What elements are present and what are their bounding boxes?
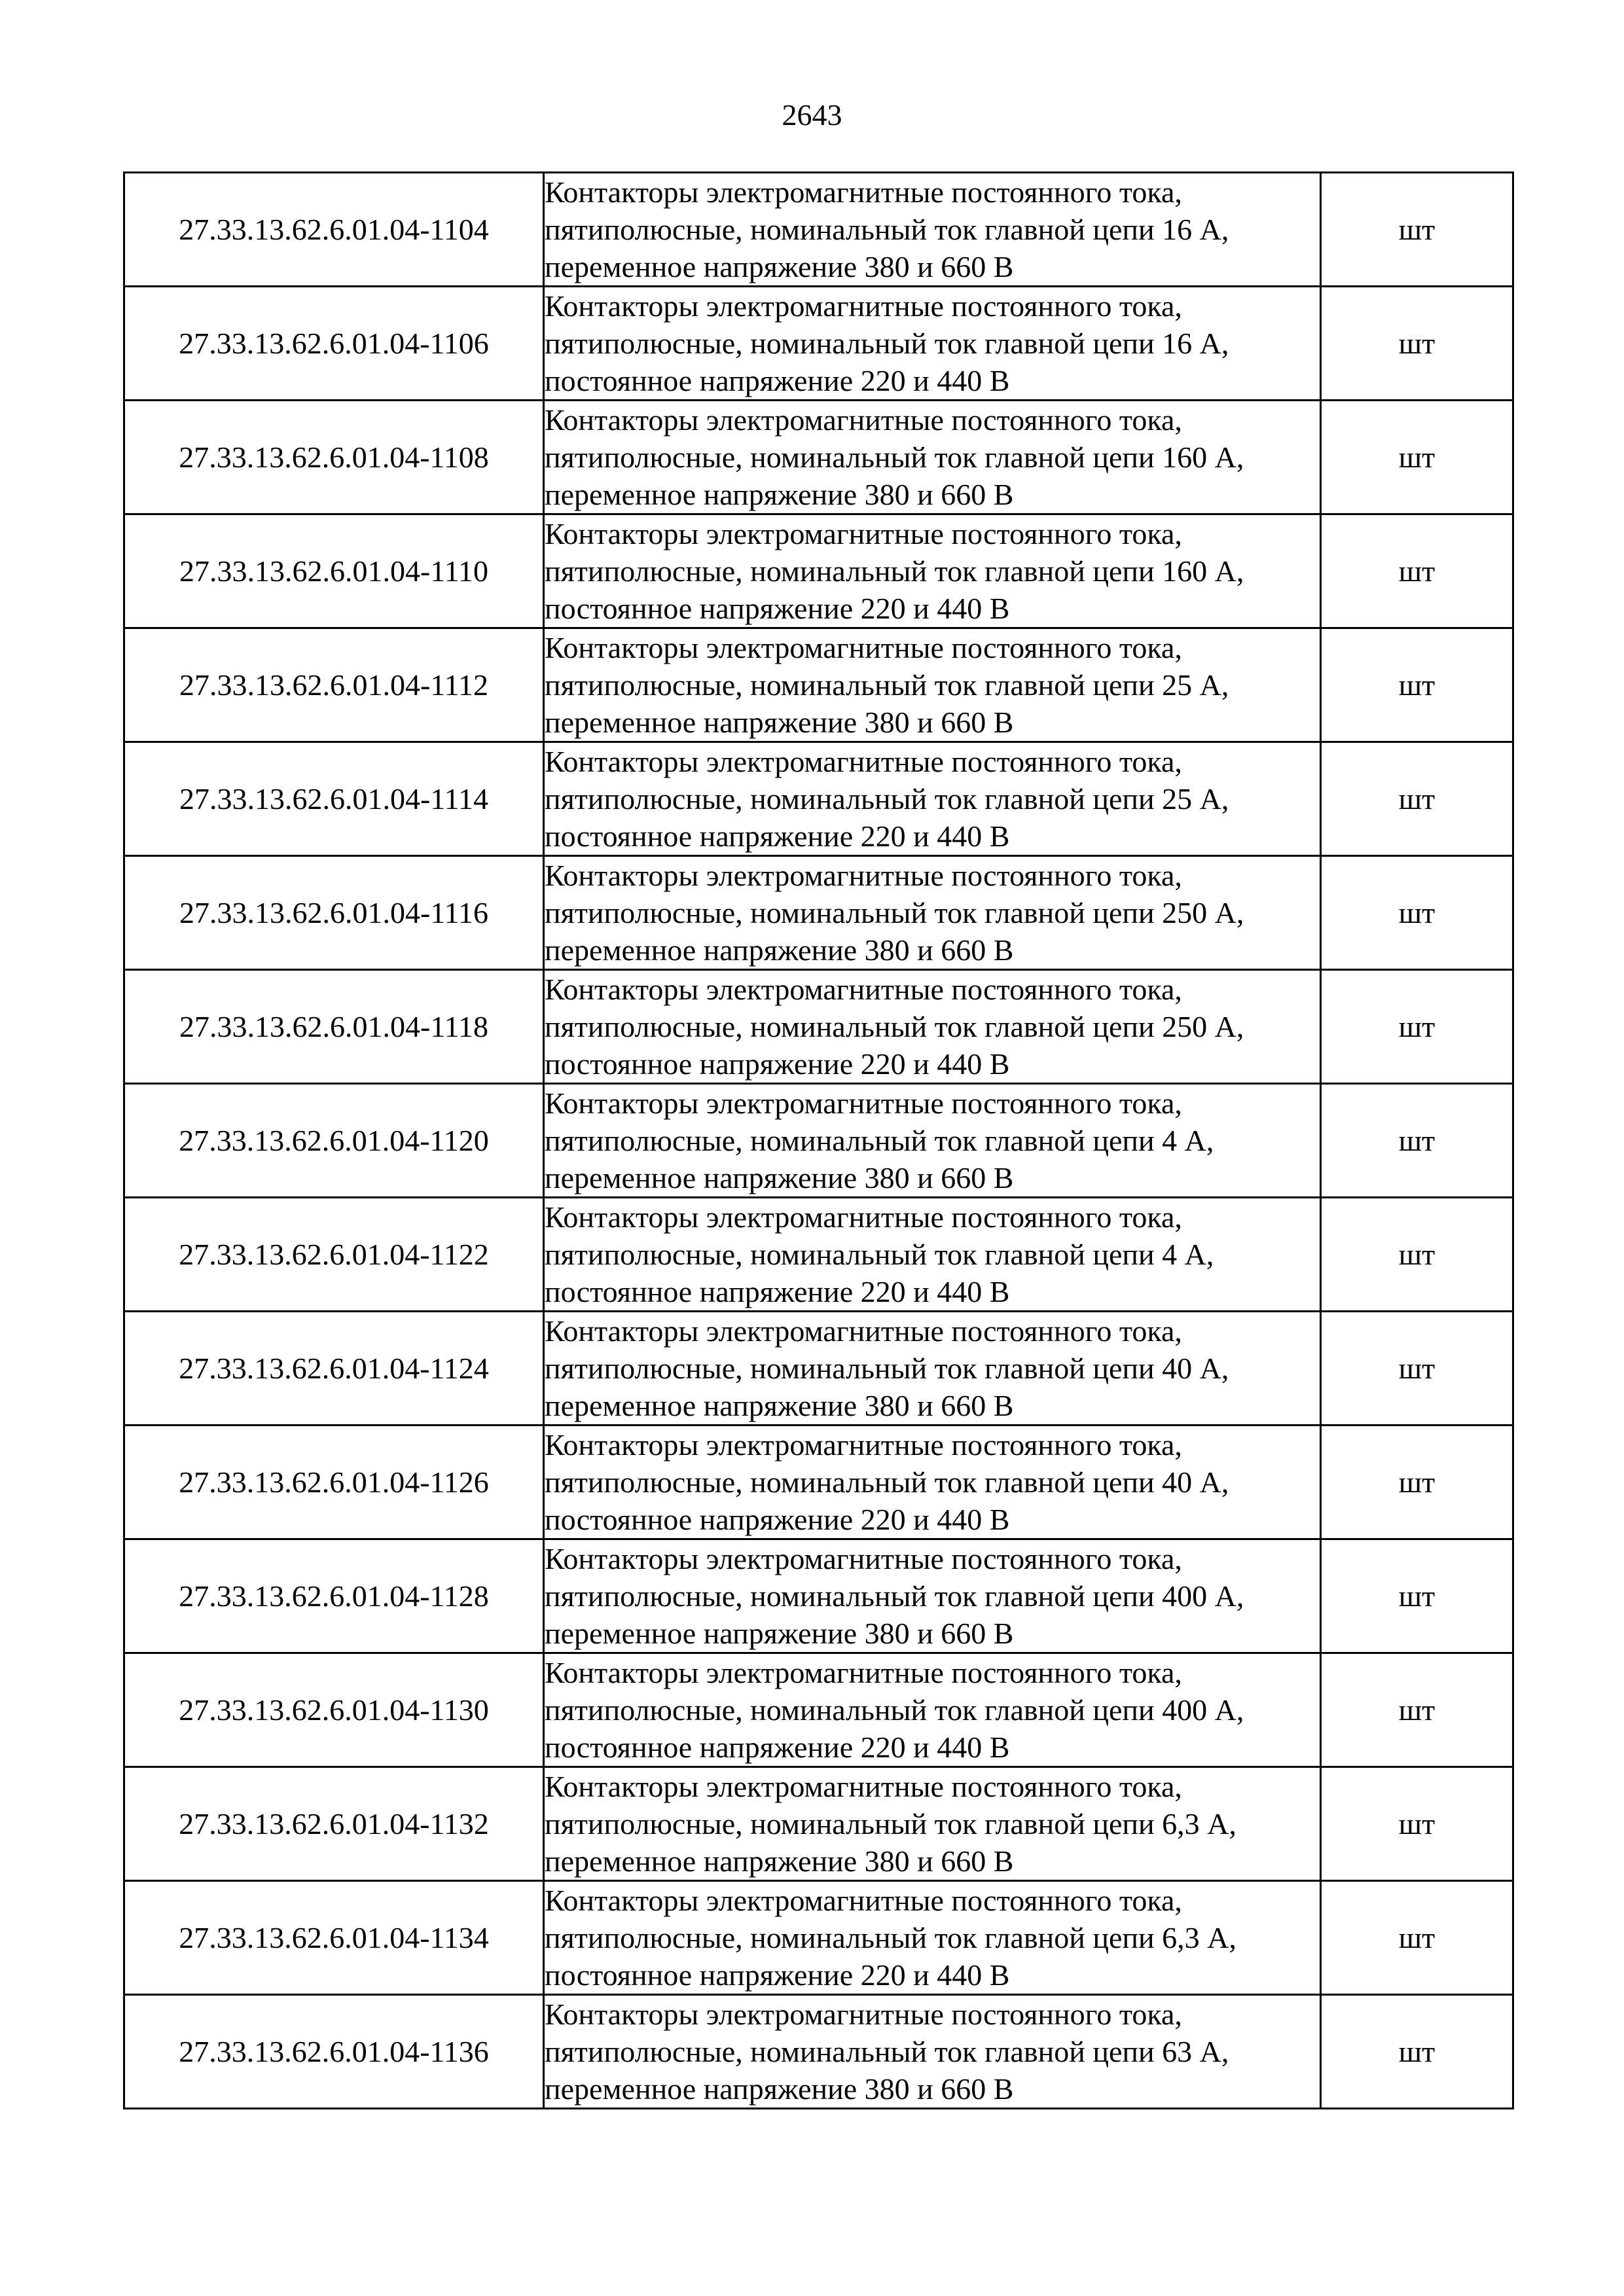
item-code: 27.33.13.62.6.01.04-1124 xyxy=(124,1312,544,1426)
item-description: Контакторы электромагнитные постоянного тока, пятиполюсные, номинальный ток главной цепи 16 А, переменное напряжение 380 и 660 В xyxy=(544,173,1321,287)
item-code: 27.33.13.62.6.01.04-1126 xyxy=(124,1426,544,1539)
item-unit: шт xyxy=(1321,1198,1513,1312)
item-unit: шт xyxy=(1321,1539,1513,1653)
item-description: Контакторы электромагнитные постоянного тока, пятиполюсные, номинальный ток главной цепи 250 А, переменное напряжение 380 и 660 В xyxy=(544,856,1321,970)
item-unit: шт xyxy=(1321,1084,1513,1198)
item-description: Контакторы электромагнитные постоянного тока, пятиполюсные, номинальный ток главной цепи 400 А, постоянное напряжение 220 и 440 В xyxy=(544,1653,1321,1767)
table-row xyxy=(124,1881,1513,1995)
item-code: 27.33.13.62.6.01.04-1108 xyxy=(124,401,544,514)
table-row xyxy=(124,742,1513,856)
item-code: 27.33.13.62.6.01.04-1128 xyxy=(124,1539,544,1653)
item-code: 27.33.13.62.6.01.04-1116 xyxy=(124,856,544,970)
table-row xyxy=(124,1198,1513,1312)
table-row xyxy=(124,287,1513,401)
table-row xyxy=(124,1426,1513,1539)
item-code: 27.33.13.62.6.01.04-1112 xyxy=(124,628,544,742)
item-unit: шт xyxy=(1321,856,1513,970)
table-row xyxy=(124,173,1513,287)
table-row xyxy=(124,401,1513,514)
item-code: 27.33.13.62.6.01.04-1134 xyxy=(124,1881,544,1995)
catalog-table xyxy=(123,171,1514,2109)
page-number: 2643 xyxy=(782,98,842,132)
table-row xyxy=(124,1767,1513,1881)
item-code: 27.33.13.62.6.01.04-1120 xyxy=(124,1084,544,1198)
item-description: Контакторы электромагнитные постоянного тока, пятиполюсные, номинальный ток главной цепи 4 А, постоянное напряжение 220 и 440 В xyxy=(544,1198,1321,1312)
item-description: Контакторы электромагнитные постоянного тока, пятиполюсные, номинальный ток главной цепи 6,3 А, постоянное напряжение 220 и 440 В xyxy=(544,1881,1321,1995)
table-row xyxy=(124,1995,1513,2109)
item-description: Контакторы электромагнитные постоянного тока, пятиполюсные, номинальный ток главной цепи 25 А, переменное напряжение 380 и 660 В xyxy=(544,628,1321,742)
table-row xyxy=(124,1312,1513,1426)
item-description: Контакторы электромагнитные постоянного тока, пятиполюсные, номинальный ток главной цепи 400 А, переменное напряжение 380 и 660 В xyxy=(544,1539,1321,1653)
item-unit: шт xyxy=(1321,173,1513,287)
table-row xyxy=(124,514,1513,628)
item-description: Контакторы электромагнитные постоянного тока, пятиполюсные, номинальный ток главной цепи 63 А, переменное напряжение 380 и 660 В xyxy=(544,1995,1321,2109)
item-code: 27.33.13.62.6.01.04-1132 xyxy=(124,1767,544,1881)
item-description: Контакторы электромагнитные постоянного тока, пятиполюсные, номинальный ток главной цепи 40 А, переменное напряжение 380 и 660 В xyxy=(544,1312,1321,1426)
item-unit: шт xyxy=(1321,1426,1513,1539)
item-unit: шт xyxy=(1321,1653,1513,1767)
item-code: 27.33.13.62.6.01.04-1118 xyxy=(124,970,544,1084)
item-code: 27.33.13.62.6.01.04-1130 xyxy=(124,1653,544,1767)
item-code: 27.33.13.62.6.01.04-1106 xyxy=(124,287,544,401)
item-unit: шт xyxy=(1321,514,1513,628)
item-unit: шт xyxy=(1321,628,1513,742)
item-unit: шт xyxy=(1321,742,1513,856)
item-description: Контакторы электромагнитные постоянного тока, пятиполюсные, номинальный ток главной цепи 160 А, постоянное напряжение 220 и 440 В xyxy=(544,514,1321,628)
table-row xyxy=(124,628,1513,742)
table-row xyxy=(124,856,1513,970)
item-description: Контакторы электромагнитные постоянного тока, пятиполюсные, номинальный ток главной цепи 160 А, переменное напряжение 380 и 660 В xyxy=(544,401,1321,514)
item-unit: шт xyxy=(1321,1767,1513,1881)
table-row xyxy=(124,970,1513,1084)
item-code: 27.33.13.62.6.01.04-1136 xyxy=(124,1995,544,2109)
item-code: 27.33.13.62.6.01.04-1110 xyxy=(124,514,544,628)
item-code: 27.33.13.62.6.01.04-1122 xyxy=(124,1198,544,1312)
item-description: Контакторы электромагнитные постоянного тока, пятиполюсные, номинальный ток главной цепи 25 А, постоянное напряжение 220 и 440 В xyxy=(544,742,1321,856)
item-description: Контакторы электромагнитные постоянного тока, пятиполюсные, номинальный ток главной цепи 4 А, переменное напряжение 380 и 660 В xyxy=(544,1084,1321,1198)
item-description: Контакторы электромагнитные постоянного тока, пятиполюсные, номинальный ток главной цепи 6,3 А, переменное напряжение 380 и 660 В xyxy=(544,1767,1321,1881)
item-unit: шт xyxy=(1321,401,1513,514)
item-unit: шт xyxy=(1321,1312,1513,1426)
item-description: Контакторы электромагнитные постоянного тока, пятиполюсные, номинальный ток главной цепи 250 А, постоянное напряжение 220 и 440 В xyxy=(544,970,1321,1084)
table-row xyxy=(124,1539,1513,1653)
item-unit: шт xyxy=(1321,970,1513,1084)
item-code: 27.33.13.62.6.01.04-1104 xyxy=(124,173,544,287)
item-unit: шт xyxy=(1321,287,1513,401)
item-description: Контакторы электромагнитные постоянного тока, пятиполюсные, номинальный ток главной цепи 40 А, постоянное напряжение 220 и 440 В xyxy=(544,1426,1321,1539)
item-unit: шт xyxy=(1321,1881,1513,1995)
item-description: Контакторы электромагнитные постоянного тока, пятиполюсные, номинальный ток главной цепи 16 А, постоянное напряжение 220 и 440 В xyxy=(544,287,1321,401)
item-code: 27.33.13.62.6.01.04-1114 xyxy=(124,742,544,856)
table-row xyxy=(124,1084,1513,1198)
item-unit: шт xyxy=(1321,1995,1513,2109)
table-row xyxy=(124,1653,1513,1767)
